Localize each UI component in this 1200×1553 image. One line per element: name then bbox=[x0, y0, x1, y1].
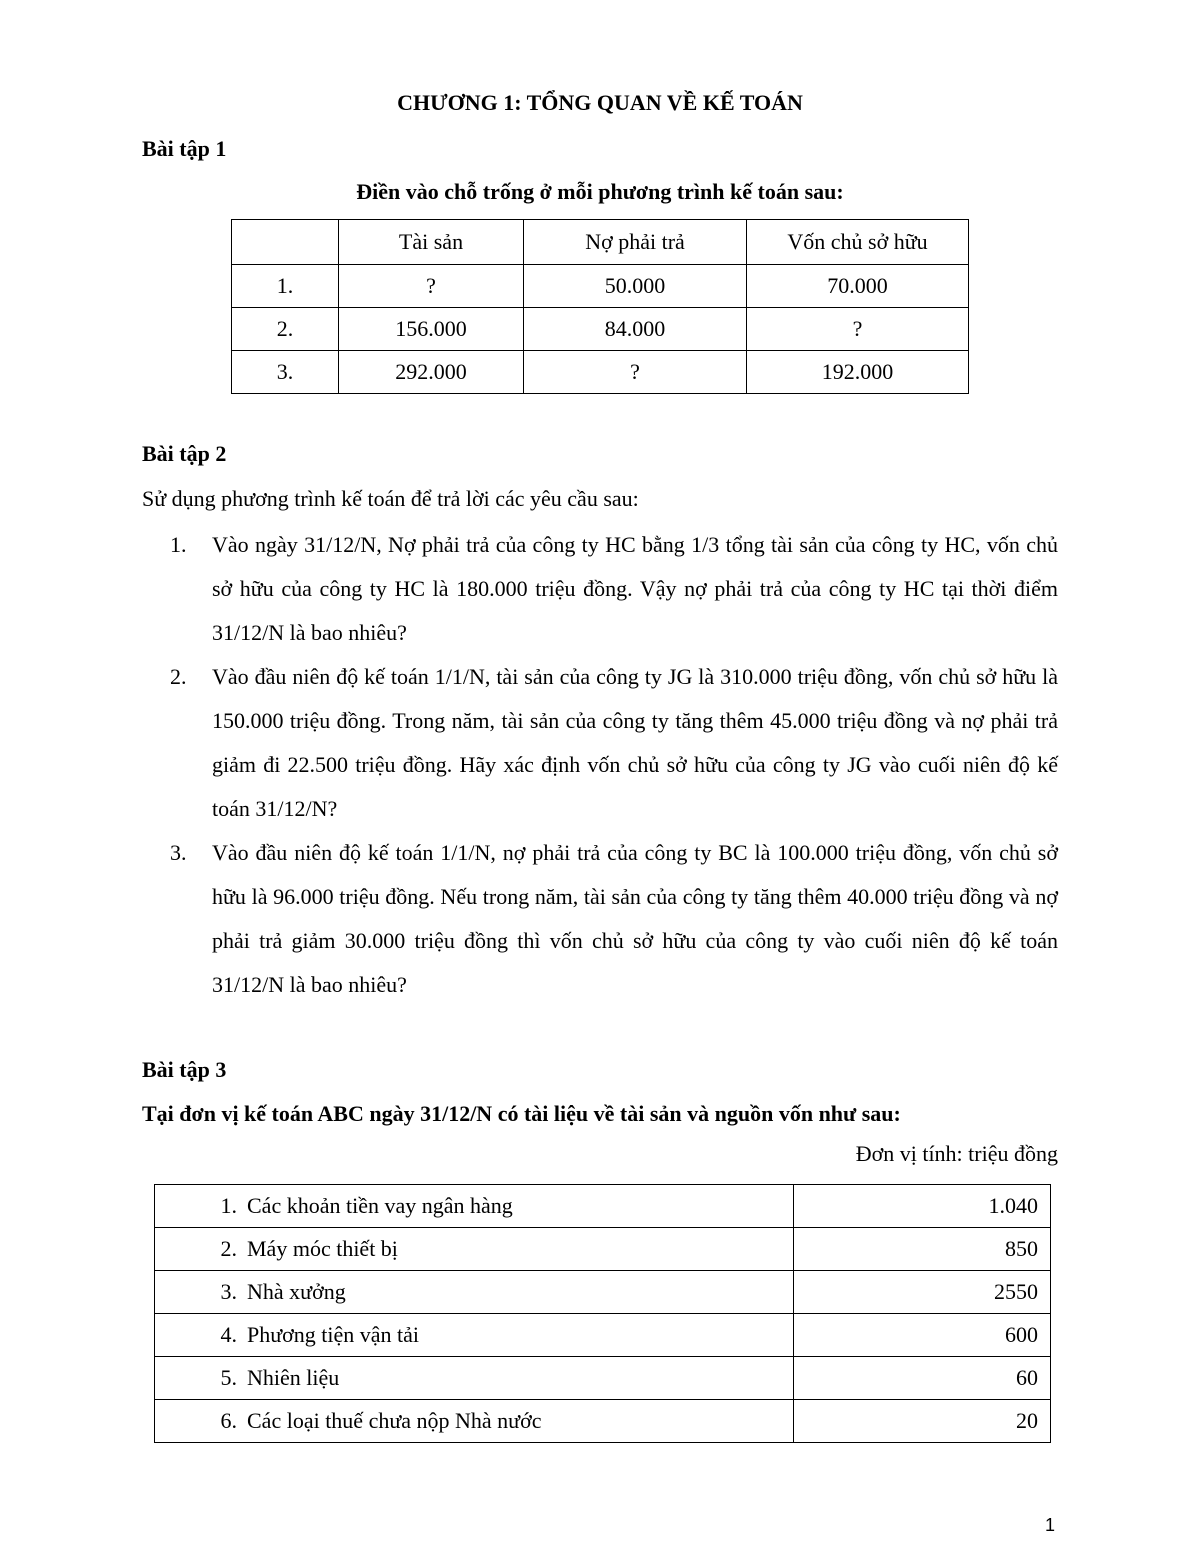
table-cell: 156.000 bbox=[339, 308, 524, 351]
row-value: 1.040 bbox=[794, 1185, 1051, 1228]
list-item bbox=[170, 655, 1058, 831]
table-row bbox=[232, 351, 969, 394]
accounting-equation-table bbox=[231, 219, 969, 394]
row-number: 3. bbox=[220, 1279, 237, 1304]
table-row bbox=[232, 308, 969, 351]
table-cell: 192.000 bbox=[747, 351, 969, 394]
list-item-number: 1. bbox=[170, 532, 187, 557]
exercise-1-heading: Bài tập 1 bbox=[142, 136, 227, 161]
table-row bbox=[155, 1271, 1051, 1314]
table-cell: 84.000 bbox=[524, 308, 747, 351]
list-item-text: Vào ngày 31/12/N, Nợ phải trả của công ty HC bằng 1/3 tổng tài sản của công ty HC, vốn chủ sở hữu của công ty HC là 180.000 triệu đồng. Vậy nợ phải trả của công ty HC tại thời điểm 31/12/N là bao nhiêu? bbox=[212, 532, 1058, 645]
row-number: 2. bbox=[220, 1236, 237, 1261]
page-number: 1 bbox=[1045, 1515, 1056, 1535]
list-item-text: Vào đầu niên độ kế toán 1/1/N, tài sản của công ty JG là 310.000 triệu đồng, vốn chủ sở hữu là 150.000 triệu đồng. Trong năm, tài sản của công ty tăng thêm 45.000 triệu đồng và nợ phải trả giảm đi 22.500 triệu đồng. Hãy xác định vốn chủ sở hữu của công ty JG vào cuối niên độ kế toán 31/12/N? bbox=[212, 664, 1058, 821]
row-label: Phương tiện vận tải bbox=[247, 1322, 420, 1347]
list-item-text: Vào đầu niên độ kế toán 1/1/N, nợ phải trả của công ty BC là 100.000 triệu đồng, vốn chủ sở hữu là 96.000 triệu đồng. Nếu trong năm, tài sản của công ty tăng thêm 40.000 triệu đồng và nợ phải trả giảm 30.000 triệu đồng thì vốn chủ sở hữu của công ty vào cuối niên độ kế toán 31/12/N là bao nhiêu? bbox=[212, 840, 1058, 997]
row-value: 600 bbox=[794, 1314, 1051, 1357]
row-number: 6. bbox=[220, 1408, 237, 1433]
exercise-2-intro: Sử dụng phương trình kế toán để trả lời các yêu cầu sau: bbox=[142, 486, 639, 511]
row-number: 5. bbox=[220, 1365, 237, 1390]
table-header-equity: Vốn chủ sở hữu bbox=[747, 220, 969, 265]
exercise-1-instruction: Điền vào chỗ trống ở mỗi phương trình kế toán sau: bbox=[356, 179, 844, 204]
table-row bbox=[155, 1400, 1051, 1443]
table-row bbox=[232, 265, 969, 308]
table-cell: 3. bbox=[232, 351, 339, 394]
table-cell: 292.000 bbox=[339, 351, 524, 394]
table-cell: 70.000 bbox=[747, 265, 969, 308]
exercise-2-question-list bbox=[170, 523, 1058, 1007]
row-label: Nhiên liệu bbox=[247, 1365, 340, 1390]
exercise-2-heading: Bài tập 2 bbox=[142, 441, 227, 466]
exercise-3-heading: Bài tập 3 bbox=[142, 1057, 227, 1082]
table-cell: ? bbox=[339, 265, 524, 308]
row-value: 2550 bbox=[794, 1271, 1051, 1314]
list-item bbox=[170, 523, 1058, 655]
table-cell: 50.000 bbox=[524, 265, 747, 308]
chapter-title: CHƯƠNG 1: TỔNG QUAN VỀ KẾ TOÁN bbox=[397, 90, 803, 115]
table-header-liabilities: Nợ phải trả bbox=[524, 220, 747, 265]
list-item bbox=[170, 831, 1058, 1007]
unit-label: Đơn vị tính: triệu đồng bbox=[855, 1141, 1058, 1166]
table-row bbox=[155, 1357, 1051, 1400]
row-label: Các loại thuế chưa nộp Nhà nước bbox=[247, 1408, 542, 1433]
row-value: 60 bbox=[794, 1357, 1051, 1400]
table-cell: ? bbox=[747, 308, 969, 351]
table-header-row bbox=[232, 220, 969, 265]
row-value: 850 bbox=[794, 1228, 1051, 1271]
row-label: Máy móc thiết bị bbox=[247, 1236, 398, 1261]
table-cell: 2. bbox=[232, 308, 339, 351]
table-cell: 1. bbox=[232, 265, 339, 308]
asset-source-table bbox=[154, 1184, 1051, 1443]
table-header-assets: Tài sản bbox=[339, 220, 524, 265]
list-item-number: 3. bbox=[170, 840, 187, 865]
list-item-number: 2. bbox=[170, 664, 187, 689]
row-number: 1. bbox=[220, 1193, 237, 1218]
table-cell bbox=[232, 220, 339, 265]
row-value: 20 bbox=[794, 1400, 1051, 1443]
row-label: Các khoản tiền vay ngân hàng bbox=[247, 1193, 513, 1218]
table-cell: ? bbox=[524, 351, 747, 394]
row-label: Nhà xưởng bbox=[247, 1279, 346, 1304]
table-row bbox=[155, 1228, 1051, 1271]
table-row bbox=[155, 1314, 1051, 1357]
exercise-3-intro: Tại đơn vị kế toán ABC ngày 31/12/N có tài liệu về tài sản và nguồn vốn như sau: bbox=[142, 1101, 901, 1126]
table-row bbox=[155, 1185, 1051, 1228]
row-number: 4. bbox=[220, 1322, 237, 1347]
